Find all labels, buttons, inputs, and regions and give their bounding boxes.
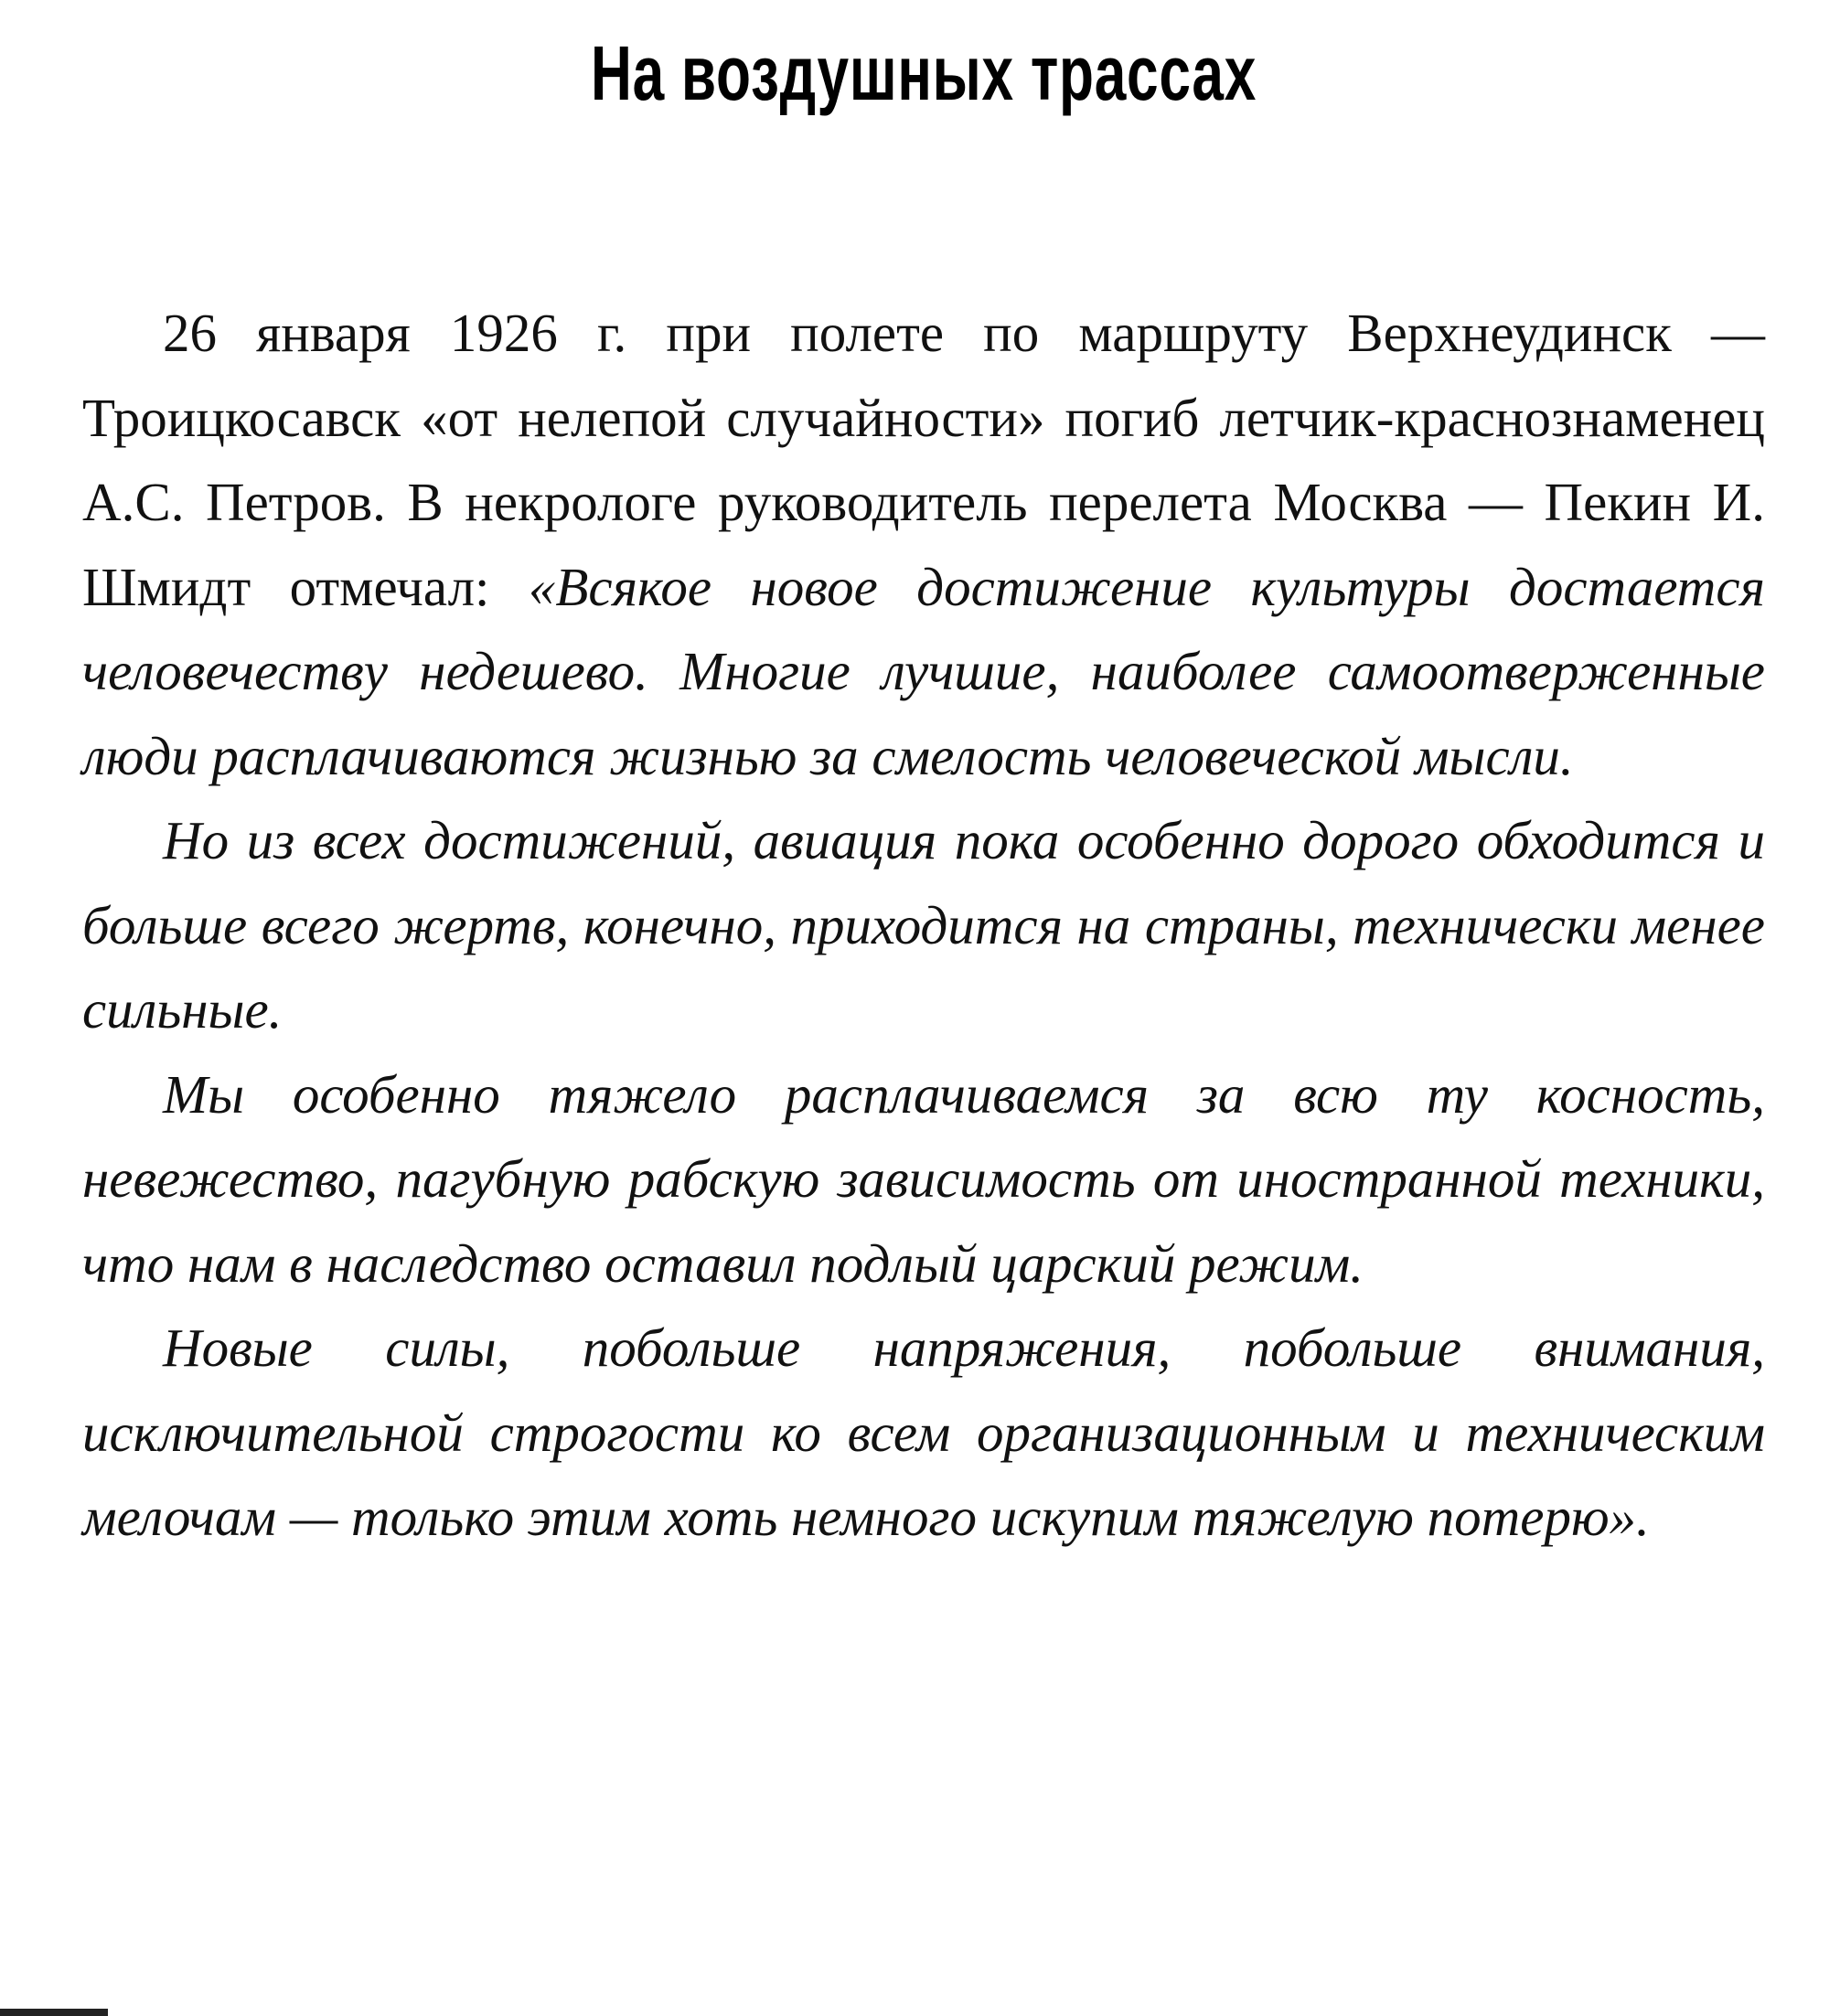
paragraph-1 [82,291,1765,798]
page-edge-mark [0,2009,108,2016]
paragraph-1-quote: «Всякое новое достижение культуры достается человечеству недешево. Многие лучшие, наиболее самоотверженные люди расплачиваются жизнью за смелость человеческой мысли. [82,556,1765,786]
page-title: На воздушных трассах [590,30,1257,116]
paragraph-2: Но из всех достижений, авиация пока особенно дорого обходится и больше всего жертв, конечно, приходится на страны, технически менее сильные. [82,810,1765,1040]
paragraph-4: Новые силы, побольше напряжения, побольше внимания, исключительной строгости ко всем организационным и техническим мелочам — только этим хоть немного искупим тяжелую потерю». [82,1317,1765,1547]
paragraph-1-text: 26 января 1926 г. при полете по маршруту Верхнеудинск — Троицкосавск «от нелепой случайности» погиб летчик-краснознаменец А.С. Петров. В некрологе руководитель перелета Москва — Пекин И. Шмидт отмечал: [82,303,1765,617]
paragraph-3: Мы особенно тяжело расплачиваемся за всю ту косность, невежество, пагубную рабскую зависимость от иностранной техники, что нам в наследство оставил подлый царский режим. [82,1063,1765,1294]
article-body [82,291,1765,1560]
